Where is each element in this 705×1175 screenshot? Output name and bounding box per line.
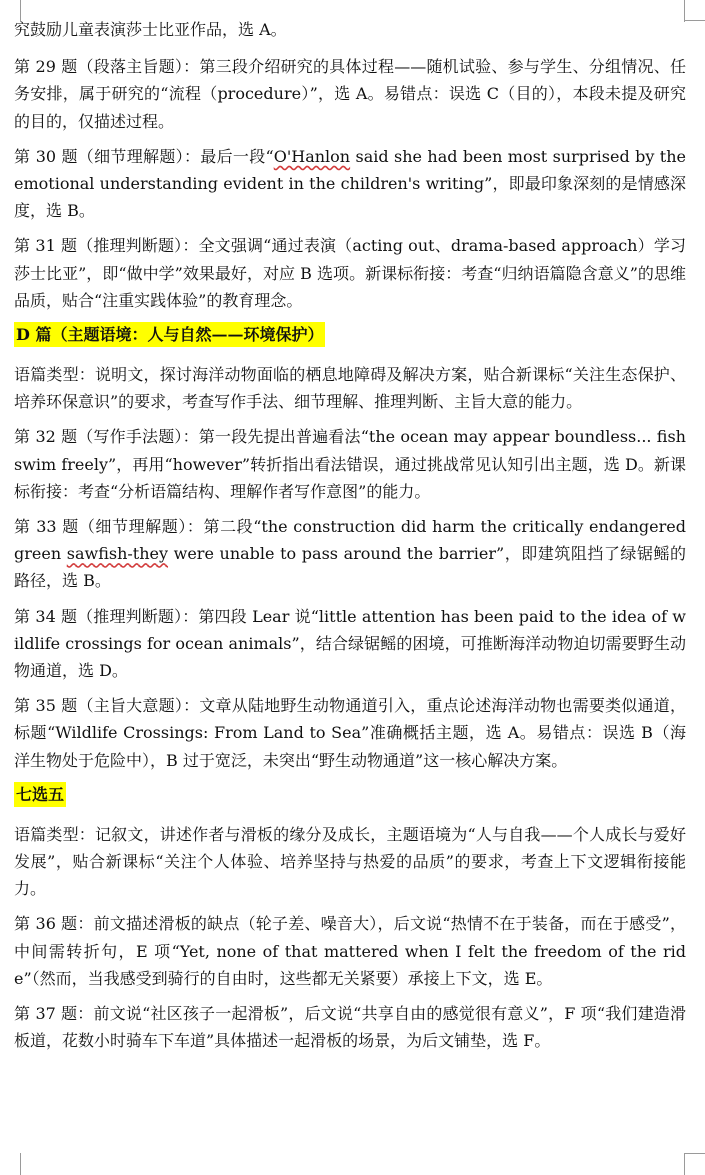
section-seven-intro: 语篇类型：记叙文，讲述作者与滑板的缘分及成长，主题语境为“人与自我——个人成长与爱好发展”，贴合新课标“关注个人体验、培养坚持与热爱的品质”的要求，考查上下文逻辑衔接能力。 [14,824,686,899]
crop-mark-top-right-h [684,20,705,21]
paragraph-q34: 第 34 题（推理判断题）：第四段 Lear 说“little attention has been paid to the idea of wildlife crossings for ocean animals”，结合绿锯鳐的困境，可推断海洋动物迫切需要野生动物通道，选 D。 [14,606,686,681]
crop-mark-bottom-left [20,1153,21,1175]
q30-underlined-name: O'Hanlon [273,146,351,166]
document-body [14,16,686,1063]
crop-mark-bottom-right-h [684,1153,705,1154]
paragraph-q31: 第 31 题（推理判断题）：全文强调“通过表演（acting out、drama-based approach）学习莎士比亚”，即“做中学”效果最好，对应 B 选项。新课标衔接：考查“归纳语篇隐含意义”的思维品质，贴合“注重实践体验”的教育理念。 [14,236,686,310]
section-seven-heading: 七选五 [14,782,66,807]
section-d-heading: D 篇（主题语境：人与自然——环境保护） [14,322,325,347]
q30-text-start: 第 30 题（细节理解题）：最后一段“ [14,146,274,166]
paragraph-q29: 第 29 题（段落主旨题）：第三段介绍研究的具体过程——随机试验、参与学生、分组情况、任务安排，属于研究的“流程（procedure）”，选 A。易错点：误选 C（目的），本段未提及研究的目的，仅描述过程。 [14,57,686,131]
paragraph-q36: 第 36 题：前文描述滑板的缺点（轮子差、噪音大），后文说“热情不在于装备，而在于感受”，中间需转折句，E 项“Yet, none of that mattered when I felt the freedom of the ride”（然而，当我感受到骑行的自由时，这些都无关紧要）承接上下文，选 E。 [14,914,686,988]
section-d-intro: 语篇类型：说明文，探讨海洋动物面临的栖息地障碍及解决方案，贴合新课标“关注生态保护、培养环保意识”的要求，考查写作手法、细节理解、推理判断、主旨大意的能力。 [14,365,686,412]
paragraph-q35: 第 35 题（主旨大意题）：文章从陆地野生动物通道引入，重点论述海洋动物也需要类似通道，标题“Wildlife Crossings: From Land to Sea”准确概括主题，选 A。易错点：误选 B（海洋生物处于危险中），B 过于宽泛，未突出“野生动物通道”这一核心解决方案。 [14,696,686,770]
paragraph-q32: 第 32 题（写作手法题）：第一段先提出普遍看法“the ocean may appear boundless... fish swim freely”，再用“however”转折指出看法错误，通过挑战常见认知引出主题，选 D。新课标衔接：考查“分析语篇结构、理解作者写作意图”的能力。 [14,427,686,501]
paragraph-q30 [14,143,686,225]
paragraph-q37: 第 37 题：前文说“社区孩子一起滑板”，后文说“共享自由的感觉很有意义”，F 项“我们建造滑板道，花数小时骑车下车道”具体描述一起滑板的场景，为后文铺垫，选 F。 [14,1004,686,1051]
section-seven-heading-wrap [14,782,686,813]
q33-text-end: were unable to pass around the barrier”，即建筑阻挡了绿锯鳐的路径，选 B。 [14,544,686,591]
q33-underlined-word: sawfish-they [66,544,169,564]
paragraph-q33 [14,513,686,595]
q30-text-end: said she had been most surprised by the emotional understanding evident in the children's writing”，即最印象深刻的是情感深度，选 B。 [14,146,686,221]
section-d-heading-wrap [14,322,686,353]
crop-mark-bottom-right [684,1153,685,1175]
q33-text-start: 第 33 题（细节理解题）：第二段“the construction did harm the critically endangered green [14,517,686,564]
paragraph-continued: 究鼓励儿童表演莎士比亚作品，选 A。 [14,20,287,39]
